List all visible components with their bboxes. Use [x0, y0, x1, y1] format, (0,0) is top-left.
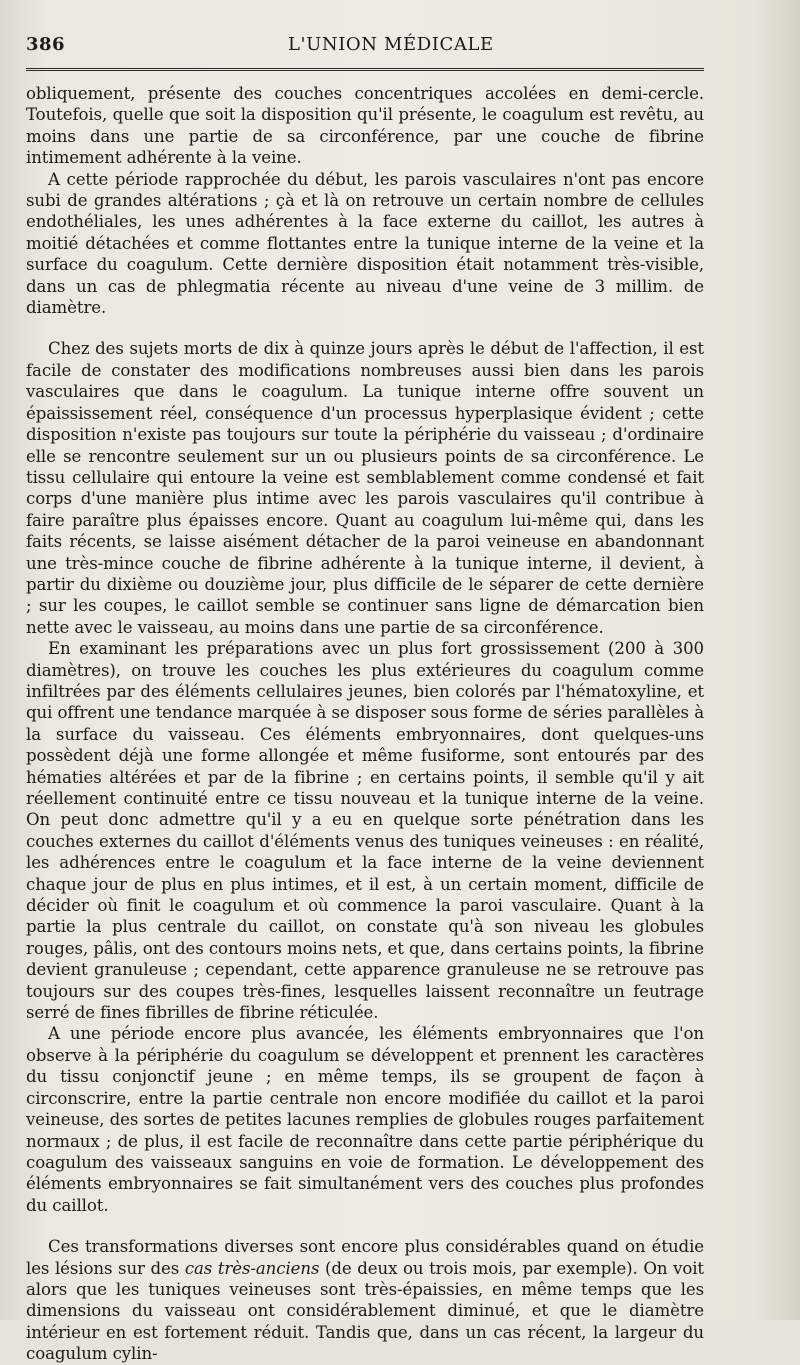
paragraph-4: En examinant les préparations avec un plus fort grossissement (200 à 300 diamètres), on trouve les couches les plus extérieures du coagulum comme infiltrées par des éléments cellulaires jeunes, bien colorés par l'hématoxyline, et qui offrent une tendance marquée à se disposer sous forme de séries parallèles à la surface du vaisseau. Ces éléments embryonnaires, dont quelques-uns possèdent déjà une forme allongée et même fusiforme, sont entourés par des hématies altérées et par de la fibrine ; en certains points, il semble qu'il y ait réellement continuité entre ce tissu nouveau et la tunique interne de la veine. On peut donc admettre qu'il y a eu en quelque sorte pénétration dans les couches externes du caillot d'éléments venus des tuniques veineuses : en réalité, les adhérences entre le coagulum et la face interne de la veine deviennent chaque jour de plus en plus intimes, et il est, à un certain moment, difficile de décider où finit le coagulum et où commence la paroi vasculaire. Quant à la partie la plus centrale du caillot, on constate qu'à son niveau les globules rouges, pâlis, ont des contours moins nets, et que, dans certains points, la fibrine devient granuleuse ; cependant, cette apparence granuleuse ne se retrouve pas toujours sur des coupes très-fines, lesquelles laissent reconnaître un feutrage serré de fines fibrilles de fibrine réticulée.	[26, 639, 705, 1023]
paragraph-6-end: (de deux ou trois mois, par exemple). On voit alors que les tuniques veineuses sont très-épaissies, en même temps que les dimensions du vaisseau ont considérablement diminué, et que le diamètre intérieur en est fortement réduit. Tandis que, dans un cas récent, la largeur du coagulum cylin-	[26, 1258, 705, 1364]
page-header	[26, 34, 704, 64]
paragraph-6	[26, 1236, 704, 1364]
paragraph-3: Chez des sujets morts de dix à quinze jours après le début de l'affection, il est facile de constater des modifications nombreuses aussi bien dans les parois vasculaires que dans le coagulum. La tunique interne offre souvent un épaississement réel, conséquence d'un processus hyperplasique évident ; cette disposition n'existe pas toujours sur toute la périphérie du vaisseau ; d'ordinaire elle se rencontre seulement sur un ou plusieurs points de sa circonférence. Le tissu cellulaire qui entoure la veine est semblablement comme condensé et fait corps d'une manière plus intime avec les parois vasculaires qu'il contribue à faire paraître plus épaisses encore. Quant au coagulum lui-même qui, dans les faits récents, se laisse aisément détacher de la paroi veineuse en abandonnant une très-mince couche de fibrine adhérente à la tunique interne, il devient, à partir du dixième ou douzième jour, plus difficile de le séparer de cette dernière ; sur les coupes, le caillot semble se continuer sans ligne de démarcation bien nette avec le vaisseau, au moins dans une partie de sa circonférence.	[26, 339, 704, 637]
paragraph-1: obliquement, présente des couches concentriques accolées en demi-cercle. Toutefois, quelle que soit la disposition qu'il présente, le coagulum est revêtu, au moins dans une partie de sa circonférence, par une couche de fibrine intimement adhérente à la veine.	[26, 84, 704, 168]
article-body	[26, 83, 704, 1365]
header-rule	[26, 68, 704, 71]
running-head: L'UNION MÉDICALE	[288, 34, 494, 55]
page-number: 386	[26, 34, 66, 55]
paragraph-2: A cette période rapprochée du début, les parois vasculaires n'ont pas encore subi de grandes altérations ; çà et là on retrouve un certain nombre de cellules endothéliales, les unes adhérentes à la face externe du caillot, les autres à moitié détachées et comme flottantes entre la tunique interne de la veine et la surface du coagulum. Cette dernière disposition était notamment très-visible, dans un cas de phlegmatia récente au niveau d'une veine de 3 millim. de diamètre.	[26, 169, 704, 318]
paragraph-6-start: Ces transformations diverses sont encore plus considérables quand on étudie les lésions sur des	[26, 1237, 704, 1278]
paragraph-6-emphasis: cas très-anciens	[184, 1258, 320, 1278]
paragraph-5: A une période encore plus avancée, les éléments embryonnaires que l'on observe à la périphérie du coagulum se développent et prennent les caractères du tissu conjonctif jeune ; en même temps, ils se groupent de façon à circonscrire, entre la partie centrale non encore modifiée du caillot et la paroi veineuse, des sortes de petites lacunes remplies de globules rouges parfaitement normaux ; de plus, il est facile de reconnaître dans cette partie périphérique du coagulum des vaisseaux sanguins en voie de formation. Le développement des éléments embryonnaires se fait simultanément vers des couches plus profondes du caillot.	[26, 1024, 704, 1215]
